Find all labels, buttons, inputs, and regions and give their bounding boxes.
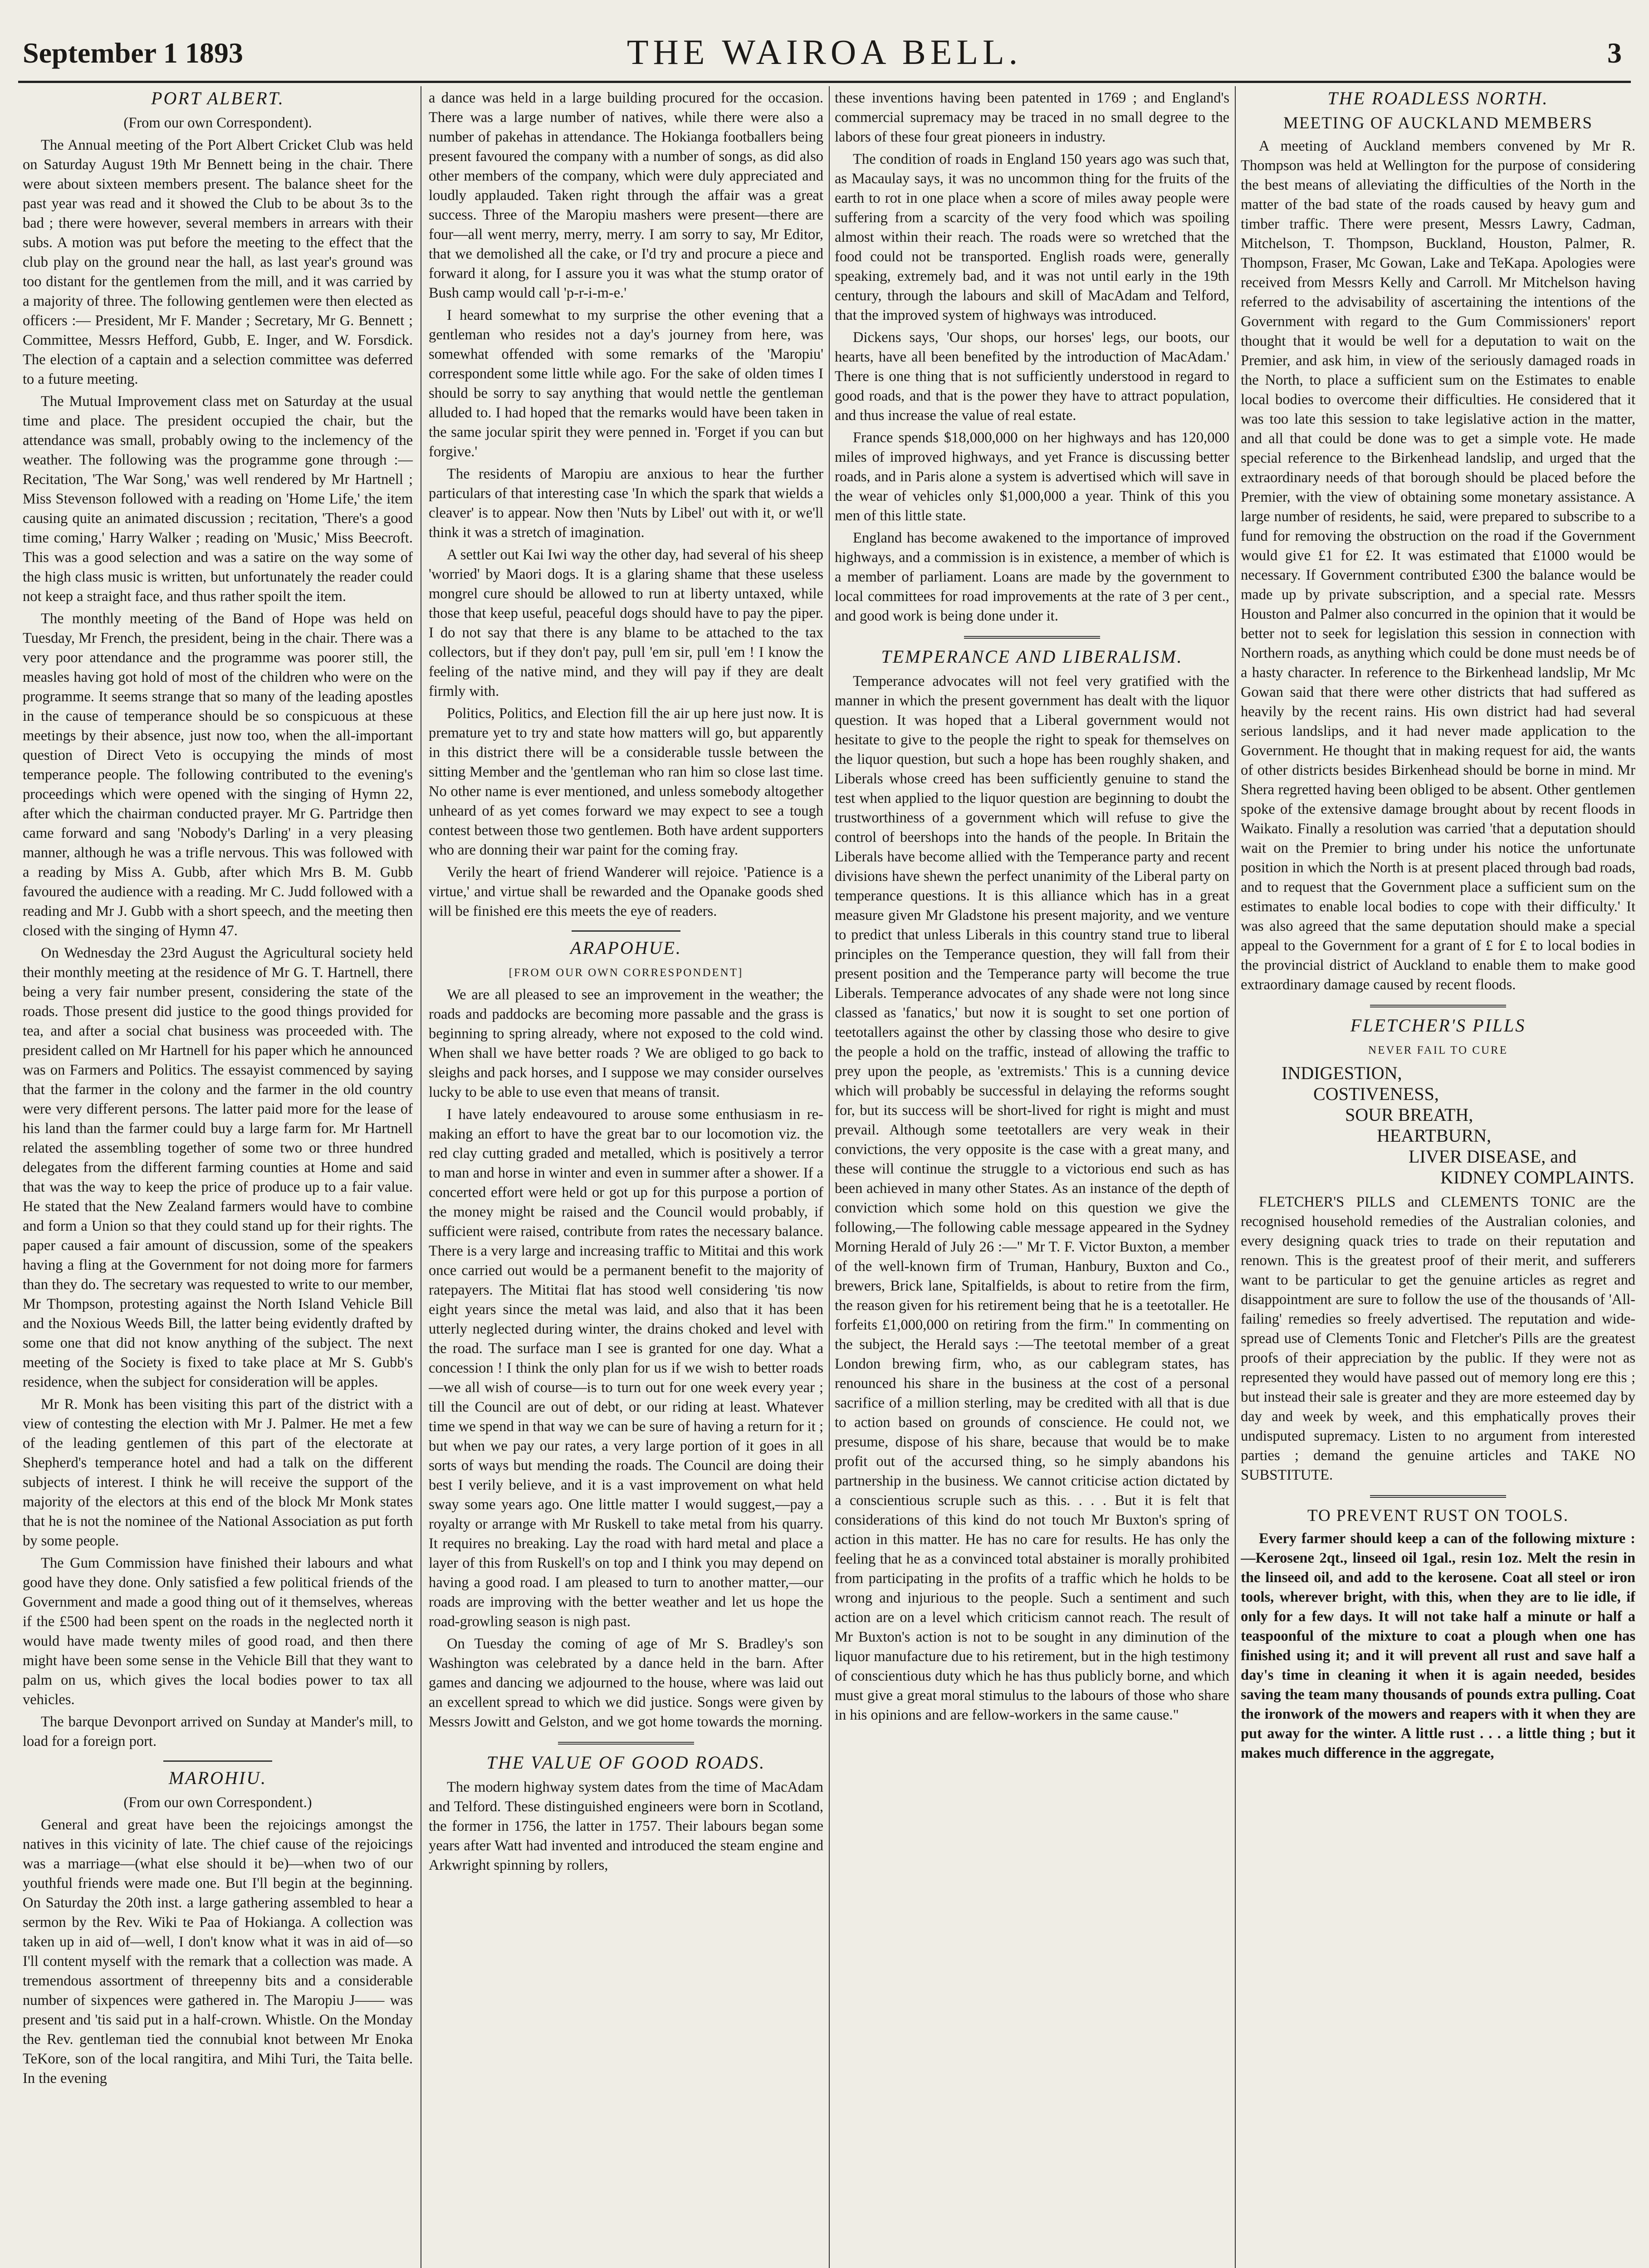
article-paragraph: Every farmer should keep a can of the following mixture :—Kerosene 2qt., linseed oil 1gal., resin 1oz. Melt the resin in the linseed oil, and add to the kerosene. Coat all steel or iron tools, wherever bright, with this, when they are to lie idle, if only for a few days. It will not take half a minute or half a teaspoonful of the mixture to coat a plough when one has finished using it; and it will prevent all rust and save half a day's time in cleaning it when it is again needed, besides saving the team many thousands of pounds extra pulling. Coat the ironwork of the mowers and reapers with it when they are put away for the winter. A little rust . . . a little thing ; but it makes much difference in the aggregate, [1241,1530,1635,1761]
section-rule [1370,1495,1506,1498]
article-paragraph: a dance was held in a large building procured for the occasion. There was a large number of natives, while there were also a number of pakehas in attendance. The Hokianga footballers being present favoured the company with a number of songs, as did also other members of the company, which were duly appreciated and loudly applauded. Taken right through the affair was a great success. Three of the Maropiu mashers were present—there are four—all went merry, merry, merry. I am sorry to say, Mr Editor, that we demolished all the cake, or I'd try and procure a piece and forward it along, for I assure you it was what the stump orator of Bush camp would call 'p-r-i-m-e.' [429,90,823,301]
correspondent-line: [FROM OUR OWN CORRESPONDENT] [509,967,744,979]
correspondent-line: (From our own Correspondent). [123,115,312,131]
article-paragraph: The modern highway system dates from the time of MacAdam and Telford. These distinguished engineers were born in Scotland, the former in 1756, the latter in 1757. Their labours began some years after Watt had invented and introduced the steam engine and Arkwright spinning by rollers, [429,1779,823,1873]
article-paragraph: The condition of roads in England 150 years ago was such that, as Macaulay says, it was no uncommon thing for the fruits of the earth to rot in one place when a score of miles away people were suffering from a scarcity of the very food which was spoiling almost within their reach. The roads were so wretched that the food could not be transported. English roads were, generally speaking, extremely bad, and it was not until early in the 19th century, through the labours and skill of MacAdam and Telford, that the improved system of highways was introduced. [835,151,1229,323]
article-paragraph: We are all pleased to see an improvement in the weather; the roads and paddocks are becoming more passable and the grass is beginning to spring already, where not exposed to the cold wind. When shall we have better roads ? We are obliged to go back to sleighs and pack horses, and I suppose we may consider ourselves lucky to be able to use even that means of transit. [429,987,823,1100]
article-paragraph: I heard somewhat to my surprise the other evening that a gentleman who resides not a day's journey from here, was somewhat offended with some remarks of the 'Maropiu' correspondent some little while ago. For the sake of olden times I should be sorry to say anything that would nettle the gentleman alluded to. I had hoped that the remarks would have been taken in the same jocular spirit they were penned in. 'Forget if you can but forgive.' [429,307,823,460]
page-number: 3 [1607,37,1622,69]
article-paragraph: A settler out Kai Iwi way the other day, had several of his sheep 'worried' by Maori dogs. It is a glaring shame that these useless mongrel cure should be allowed to run at liberty untaxed, while those that keep useful, peaceful dogs should have to pay the piper. I do not say that there is any blame to be attached to the tax collectors, but if they don't pay, pull 'em sir, pull 'em ! I know the feeling of the native mind, and they will pay if they are dealt firmly with. [429,547,823,699]
column-3 [835,88,1229,2268]
article-paragraph: On Tuesday the coming of age of Mr S. Bradley's son Washington was celebrated by a dance held in the barn. After games and dancing we adjourned to the house, where was laid out an excellent spread to which we did justice. Songs were given by Messrs Jowitt and Gelston, and we got home towards the morning. [429,1636,823,1730]
issue-date: September 1 1893 [23,37,243,69]
article-heading-rust: TO PREVENT RUST ON TOOLS. [1307,1506,1569,1525]
article-paragraph: Temperance advocates will not feel very gratified with the manner in which the present government has dealt with the liquor question. It was hoped that a Liberal government would not hesitate to give to the people the right to speak for themselves on the liquor question, but such a hope has been roughly shaken, and Liberals whose creed has been sufficiently genuine to stand the test when applied to the liquor question are beginning to doubt the trustworthiness of a government which will refuse to give the control of beershops into the hands of the people. In Britain the Liberals have become allied with the Temperance party and recent divisions have shewn the perfect unanimity of the Liberal party on temperance questions. It is this alliance which has in a great measure given Mr Gladstone his present majority, and we venture to predict that unless Liberals in this country stand true to liberal principles on the Temperance question, they will fall from their present position and the Temperance party will become the true Liberals. Temperance advocates of any shade were not long since classed as 'fanatics,' but now it is sought to set one portion of teetotallers against the other by classing those who desire to give the people a hold on the traffic, instead of allowing the traffic to prey upon the people, as 'extremists.' This is a cunning device which will probably be successful in delaying the reforms sought for, but its success will be short-lived for right is might and must prevail. Although some teetotallers are very weak in their convictions, the very opposite is the case with a great many, and these will continue the struggle to a victorious end such as has been achieved in many other States. As an instance of the depth of conviction which some hold on this question we give the following,—The following cable message appeared in the Sydney Morning Herald of July 26 :—" Mr T. F. Victor Buxton, a member of the well-known firm of Truman, Hanbury, Buxton and Co., brewers, Brick lane, Spitalfields, is about to retire from the firm, the reason given for his retirement being that he is a teetotaller. He forfeits £1,000,000 on retiring from the firm." In commenting on the subject, the Herald says :—The teetotal member of a great London brewing firm, who, as our cablegram states, has renounced his share in the business at the cost of a personal sacrifice of a million sterling, may be credited with all that is due to action based on grounds of conscience. He could not, we presume, dispose of his share, because that would be to make profit out of the accursed thing, so he simply abandons his partnership in the business. We cannot criticise action dictated by a conscientious scruple such as this. . . . But it is felt that considerations of this kind do not touch Mr Buxton's spring of action in this matter. He has no care for results. He has only the feeling that he as a convinced total abstainer is morally prohibited from participating in the profits of a traffic which he holds to be wrong and injurious to the people. Such a sentiment and such action are on a level which criticism cannot reach. The result of Mr Buxton's action is not to be sought in any diminution of the liquor manufacture due to his retirement, but in the high testimony of conscientious duty which he has thus publicly borne, and which must give a great moral stimulus to the labours of those who share in his opinions and are fellow-workers in the same cause." [835,673,1229,1723]
article-paragraph: The Annual meeting of the Port Albert Cricket Club was held on Saturday August 19th Mr Bennett being in the chair. There were about sixteen members present. The balance sheet for the past year was read and it showed the Club to be about 3s to the bad ; there were however, several members in arrears with their subs. A motion was put before the meeting to the effect that the club play on the ground near the hall, as last year's ground was too distant for the gentlemen from the mill, and it was carried by a majority of three. The following gentlemen were then elected as officers :— President, Mr F. Mander ; Secretary, Mr G. Bennett ; Committee, Messrs Hefford, Gubb, E. Inger, and W. Forsdick. The election of a captain and a selection committee was deferred to a future meeting. [23,137,413,387]
column-1 [23,88,413,2268]
advertisement-tagline: NEVER FAIL TO CURE [1368,1044,1508,1056]
article-paragraph: The residents of Maropiu are anxious to hear the further particulars of that interesting case 'In which the spark that wields a cleaver' is to appear. Now then 'Nuts by Libel' out with it, or we'll think it was a stretch of imagination. [429,466,823,541]
article-paragraph: Politics, Politics, and Election fill the air up here just now. It is premature yet to try and state how matters will go, but apparently in this district there will be a considerable tussle between the sitting Member and the 'gentleman who ran him so close last time. No other name is ever mentioned, and unless somebody altogether unheard of as yet comes forward we may expect to see a tough contest between those two gentlemen. Both have ardent supporters who are donning their war paint for the coming fray. [429,705,823,858]
article-subheading: MEETING OF AUCKLAND MEMBERS [1283,114,1593,132]
masthead [18,18,1631,73]
article-heading-good-roads: THE VALUE OF GOOD ROADS. [486,1752,766,1773]
article-heading-roadless-north: THE ROADLESS NORTH. [1327,88,1549,108]
article-heading-port-albert: PORT ALBERT. [151,88,284,108]
section-rule [558,1742,694,1745]
article-paragraph: these inventions having been patented in 1769 ; and England's commercial supremacy may be traced in no small degree to the labors of these four great pioneers in industry. [835,90,1229,145]
advertisement-line: LIVER DISEASE, and [1409,1146,1576,1167]
advertisement-line: HEARTBURN, [1377,1125,1492,1146]
article-paragraph: Dickens says, 'Our shops, our horses' legs, our boots, our hearts, have all been benefited by the introduction of MacAdam.' There is one thing that is not sufficiently understood in regard to good roads, and that is the power they have to attract population, and thus increase the value of real estate. [835,329,1229,424]
article-heading-temperance: TEMPERANCE AND LIBERALISM. [881,646,1183,667]
article-heading-marohiu: MAROHIU. [168,1768,267,1788]
article-heading-arapohue: ARAPOHUE. [570,938,682,958]
article-paragraph: I have lately endeavoured to arouse some enthusiasm in re-making an effort to have the great bar to our locomotion viz. the red clay cutting graded and metalled, which is positively a terror to man and horse in winter and even in summer after a shower. If a concerted effort were held or got up for this purpose a portion of the money might be raised and the Council would probably, if sufficient were raised, contribute from rates the necessary balance. There is a very large and increasing traffic to Mititai and this work once carried out would be a permanent benefit to the majority of ratepayers. The Mititai flat has stood well considering 'tis now eight years since the metal was laid, and also that it has been utterly neglected during winter, the drains choked and level with the road. The surface man I see is granted for one day. What a concession ! I think the only plan for us if we wish to better roads—we all wish of course—is to turn out for one week every year ; till the Council are out of debt, or our riding at least. Whatever time we spend in that way we can be sure of having a return for it ; but when we pay our rates, a very large portion of it goes in all sorts of ways but mending the roads. The Council are doing their best I verily believe, and it is a vast improvement on what held sway some years ago. One little matter I would suggest,—pay a royalty or arrange with Mr Ruskell to take metal from his quarry. It requires no breaking. Lay the road with hard metal and place a layer of this from Ruskell's on top and I think you may depend on having a good road. I am pleased to turn to another matter,—our roads are improving with the better weather and let us hope the road-growling season is nigh past. [429,1106,823,1630]
section-rule [1370,1005,1506,1007]
article-paragraph: The Gum Commission have finished their labours and what good have they done. Only satisfied a few political friends of the Government and made a good thing out of it themselves, whereas if the £500 had been spent on the roads in the neglected north it would have made twenty miles of good road, and then there might have been some sense in the Vehicle Bill that they want to palm on us, which gives the local bodies power to tax all vehicles. [23,1555,413,1708]
advertisement-heading: FLETCHER'S PILLS [1350,1015,1526,1036]
article-paragraph: The barque Devonport arrived on Sunday at Mander's mill, to load for a foreign port. [23,1714,413,1750]
article-paragraph: The monthly meeting of the Band of Hope was held on Tuesday, Mr French, the president, being in the chair. There was a very poor attendance and the programme was poorer still, the measles having got hold of most of the children who were on the programme. It seems strange that so many of the leading apostles in the cause of temperance should be so conspicuous at these meetings by their absence, just now too, when the all-important question of Direct Veto is occupying the minds of most temperance people. The following contributed to the evening's proceedings which were opened with the singing of Hymn 22, after which the chairman conducted prayer. Mr G. Partridge then came forward and sang 'Nobody's Darling' in a very pleasing manner, although he was a trifle nervous. This was followed with a reading by Miss A. Gubb, after which Mrs B. M. Gubb favoured the audience with a reading. Mr C. Judd followed with a reading and Mr J. Gubb with a short speech, and the meeting then closed with the singing of Hymn 47. [23,611,413,939]
article-paragraph: Verily the heart of friend Wanderer will rejoice. 'Patience is a virtue,' and virtue shall be rewarded and the Opanake goods shed will be finished ere this meets the eye of readers. [429,864,823,919]
column-2 [429,88,823,2268]
section-rule [964,636,1100,639]
advertisement-body: FLETCHER'S PILLS and CLEMENTS TONIC are the recognised household remedies of the Australian colonies, and every designing quack tries to trade on their reputation and renown. This is the greatest proof of their merit, and sufferers want to be particular to get the genuine articles as regret and disappointment are sure to follow the use of the thousands of 'All-failing' remedies so freely advertised. The reputation and wide-spread use of Clements Tonic and Fletcher's Pills are the greatest proofs of their appreciation by the public. If they were not as represented they would have passed out of memory long ere this ; but instead their sale is greater and they are more esteemed day by day and week by week, and this emphatically proves their undisputed supremacy. Listen to no argument from interested parties ; demand the genuine articles and TAKE NO SUBSTITUTE. [1241,1194,1635,1483]
article-paragraph: England has become awakened to the importance of improved highways, and a commission is in existence, a member of which is a member of parliament. Loans are made by the government to local committees for road improvements at the rate of 3 per cent., and good work is being done under it. [835,530,1229,624]
masthead-rule [18,81,1631,83]
column-divider [829,86,830,2268]
advertisement-line: COSTIVENESS, [1313,1084,1439,1104]
article-paragraph: France spends $18,000,000 on her highways and has 120,000 miles of improved highways, and yet France is discussing better roads, and in Paris alone a system is advertised which will save in the wear of vehicles only $1,000,000 a year. Think of this you men of this little state. [835,430,1229,524]
section-rule [572,930,680,932]
correspondent-line: (From our own Correspondent.) [123,1794,312,1811]
newspaper-title: THE WAIROA BELL. [626,32,1023,72]
advertisement-line: INDIGESTION, [1282,1063,1402,1083]
column-4 [1241,88,1635,2268]
advertisement-line: SOUR BREATH, [1345,1105,1473,1125]
article-paragraph: A meeting of Auckland members convened by Mr R. Thompson was held at Wellington for the purpose of considering the best means of alleviating the difficulties of the North in the matter of the bad state of the roads caused by heavy gum and timber traffic. There were present, Messrs Lawry, Cadman, Mitchelson, T. Thompson, Buckland, Houston, Palmer, R. Thompson, Fraser, Mc Gowan, Lake and TeKapa. Apologies were received from Messrs Kelly and Carroll. Mr Mitchelson having referred to the advisability of ascertaining the intentions of the Government with regard to the Gum Commissioners' report thought that it would be well for a deputation to wait on the Premier, and ask him, in view of the seriously damaged roads in the North, to place a sufficient sum on the Estimates to enable local bodies to overcome their difficulties. He considered that it was too late this session to take legislative action in the matter, and all that could be done was to get a simple vote. He made special reference to the Birkenhead landslip, and urged that the extraordinary needs of that borough should be placed before the Premier, with the view of obtaining some monetary assistance. A large number of residents, he said, were prepared to subscribe to a fund for removing the obstruction on the road if the Government would give £1 for £2. It was estimated that £1000 would be necessary. If Government contributed £300 the balance would be made up by private subscription, and a special rate. Messrs Houston and Palmer also concurred in the opinion that it would be better not to seek for legislation this session in connection with Northern roads, as anything which could be done must needs be of a hasty character. In reference to the Birkenhead landslip, Mr Mc Gowan said that there were other districts that had suffered as heavily by the recent rains. His own district had had several serious landslips, and it had never made application to the Government. He thought that in making request for aid, the wants of other districts besides Birkenhead should be borne in mind. Mr Shera regretted having been obliged to be absent. Other gentlemen spoke of the extensive damage brought about by recent floods in Waikato. Finally a resolution was carried 'that a deputation should wait on the Premier to bring under his notice the unfortunate position in which the North is at present placed through bad roads, and to request that the Government place a sufficient sum on the estimates to enable local bodies to cope with their difficulty.' It was also agreed that the same deputation should make a special appeal to the Government for a grant of £ for £ to local bodies in the provincial district of Auckland to enable them to make good extraordinary damage caused by recent floods. [1241,138,1635,993]
column-divider [1235,86,1236,2268]
section-rule [163,1760,272,1762]
article-paragraph: The Mutual Improvement class met on Saturday at the usual time and place. The president occupied the chair, but the attendance was small, probably owing to the inclemency of the weather. The following was the programme gone through :—Recitation, 'The War Song,' was well rendered by Mr Hartnell ; Miss Stevenson followed with a reading on 'Home Life,' the item causing quite an animated discussion ; recitation, 'There's a good time coming,' Harry Walker ; reading on 'Music,' Miss Beecroft. This was a good selection and was a satire on the way some of the high class music is written, but unfortunately the reader could not keep a straight face, and thus rather spoilt the item. [23,393,413,605]
article-paragraph: On Wednesday the 23rd August the Agricultural society held their monthly meeting at the residence of Mr G. T. Hartnell, there being a very fair number present, considering the state of the roads. Those present did justice to the good things provided for tea, and after a social chat business was proceeded with. The president called on Mr Hartnell for his paper which he announced was on Farmers and Politics. The essayist commenced by saying that the farmer in the colony and the farmer in the old country were very different persons. The latter paid more for the lease of his land than the farmer could buy a large farm for. Mr Hartnell related the assembling together of some two or three hundred delegates from the different farming counties at Home and said that was the way to keep the price of produce up to a fair value. He stated that the New Zealand farmers would have to combine and form a Union so that they could stand up for their rights. The paper caused a fair amount of discussion, some of the speakers having a fling at the Government for not doing more for farmers than they do. The secretary was requested to write to our member, Mr Thompson, protesting against the North Island Vehicle Bill and the Noxious Weeds Bill, the latter being evidently drafted by some one that did not know anything of the subject. The next meeting of the Society is fixed to take place at Mr S. Gubb's residence, when the subject for consideration will be apples. [23,945,413,1390]
article-paragraph: General and great have been the rejoicings amongst the natives in this vicinity of late. The chief cause of the rejoicings was a marriage—(what else should it be)—when two of our youthful friends were made one. But I'll begin at the beginning. On Saturday the 20th inst. a large gathering assembled to hear a sermon by the Rev. Wiki te Paa of Hokianga. A collection was taken up in aid of—well, I don't know what it was in aid of—so I'll content myself with the remark that a collection was made. A tremendous assortment of threepenny bits and a considerable number of sixpences were gathered in. The Maropiu J—— was present and 'tis said put in a half-crown. Whistle. On the Monday the Rev. gentleman tied the connubial knot between Mr Enoka TeKore, son of the local rangitira, and Mihi Turi, the Taita belle. In the evening [23,1817,413,2087]
advertisement-line: KIDNEY COMPLAINTS. [1440,1167,1634,1188]
article-paragraph: Mr R. Monk has been visiting this part of the district with a view of contesting the election with Mr J. Palmer. He met a few of the leading gentlemen of this part of the electorate at Shepherd's temperance hotel and had a talk on the different subjects of interest. I think he will receive the support of the majority of the electors at this end of the block Mr Monk states that he is not the nominee of the National Association as put forth by some people. [23,1396,413,1549]
